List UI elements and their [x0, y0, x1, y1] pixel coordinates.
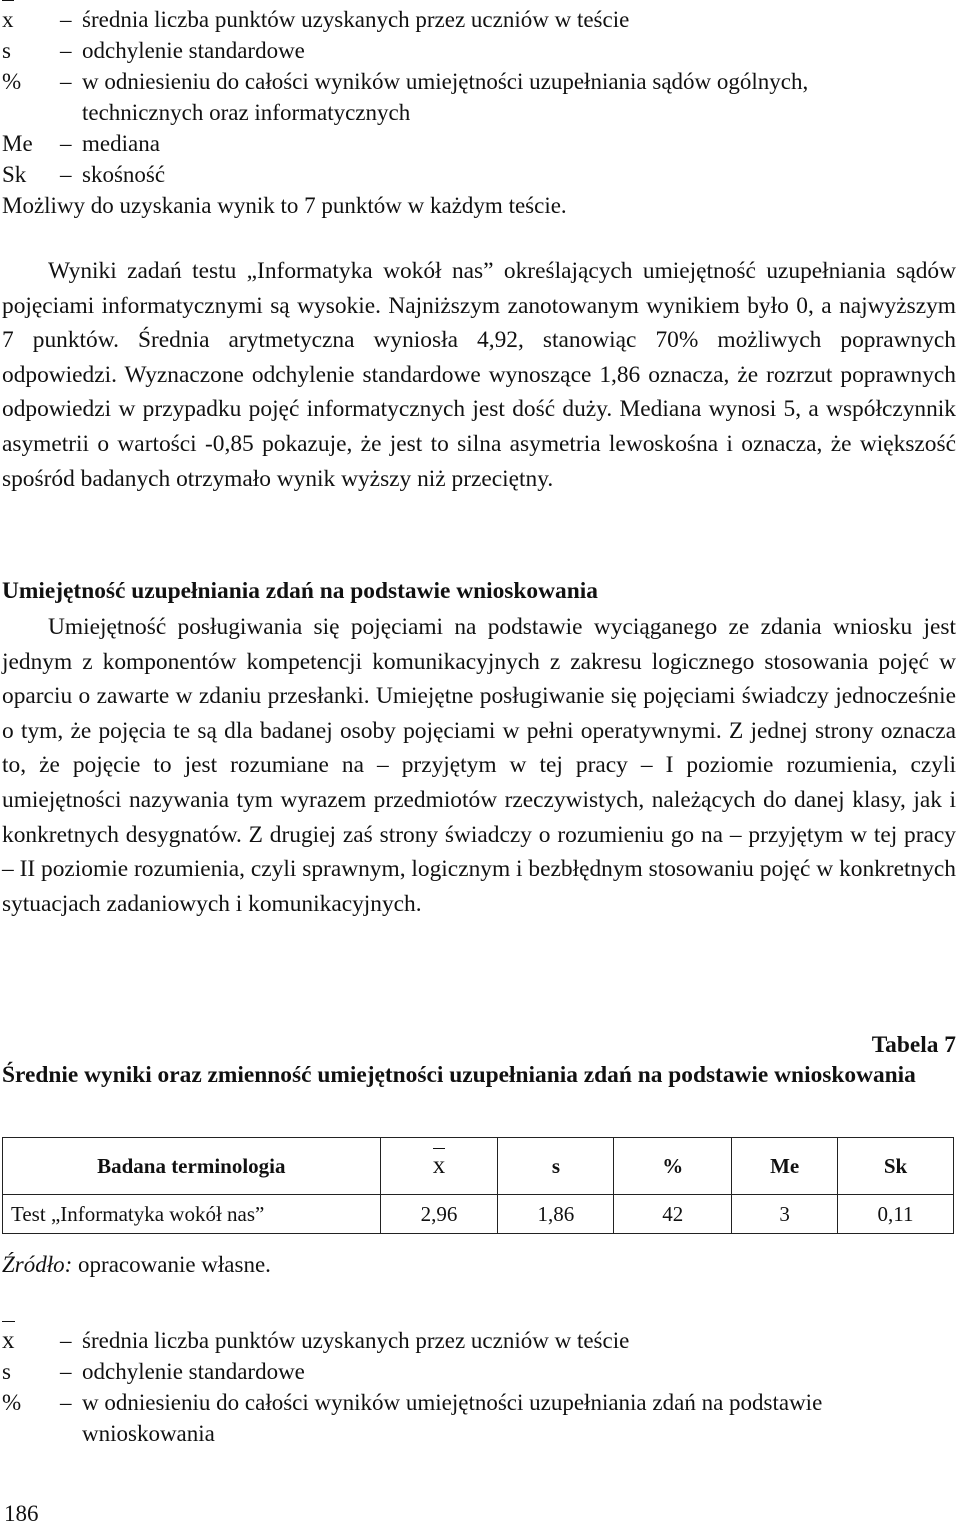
- header-skewness: Sk: [838, 1138, 954, 1195]
- legend-row: [2, 1387, 958, 1418]
- mean-symbol: x: [2, 4, 14, 35]
- legend-symbol: s: [2, 38, 11, 63]
- legend-continuation: technicznych oraz informatycznych: [82, 100, 411, 125]
- legend-desc: średnia liczba punktów uzyskanych przez uczniów w teście: [82, 7, 630, 32]
- legend-symbol: %: [2, 69, 22, 94]
- results-paragraph: Wyniki zadań testu „Informatyka wokół nas” określających umiejętność uzupełniania sądów pojęciami informatycznymi są wysokie. Najniższym zanotowanym wynikiem było 0, a najwyższym 7 punktów. Średnia arytmetyczna wyniosła 4,92, stanowiąc 70% możliwych poprawnych odpowiedzi. Wyznaczone odchylenie standardowe wynoszące 1,86 oznacza, że rozrzut poprawnych odpowiedzi w przypadku pojęć informatycznych jest dość duży. Mediana wynosi 5, a współczynnik asymetrii o wartości -0,85 pokazuje, że jest to silna asymetria lewoskośna i oznacza, że większość spośród badanych otrzymało wynik wyższy niż przeciętny.: [2, 258, 956, 492]
- cell-skewness: 0,11: [838, 1195, 954, 1234]
- legend-desc: w odniesieniu do całości wyników umiejętności uzupełniania zdań na podstawie: [82, 1390, 823, 1415]
- legend-dash: –: [60, 69, 72, 94]
- legend-dash: –: [60, 1359, 72, 1384]
- legend-desc: odchylenie standardowe: [82, 38, 305, 63]
- cell-sd: 1,86: [498, 1195, 614, 1234]
- table-number: Tabela 7: [871, 1032, 956, 1058]
- legend-desc: skośność: [82, 162, 166, 187]
- header-median: Me: [732, 1138, 838, 1195]
- header-terminology: Badana terminologia: [3, 1138, 381, 1195]
- section-heading: Umiejętność uzupełniania zdań na podstawie wnioskowania: [2, 578, 598, 604]
- cell-test-name: Test „Informatyka wokół nas”: [3, 1195, 381, 1234]
- legend-symbol: s: [2, 1359, 11, 1384]
- legend-row: [2, 4, 958, 35]
- cell-percent: 42: [614, 1195, 732, 1234]
- cell-median: 3: [732, 1195, 838, 1234]
- legend-desc: odchylenie standardowe: [82, 1359, 305, 1384]
- legend-row: [2, 35, 958, 66]
- legend-continuation: wnioskowania: [82, 1421, 215, 1446]
- legend-symbol: Me: [2, 131, 33, 156]
- legend-dash: –: [60, 162, 72, 187]
- legend-row: [2, 1356, 958, 1387]
- header-sd: s: [498, 1138, 614, 1195]
- legend-dash: –: [60, 1390, 72, 1415]
- legend-note: Możliwy do uzyskania wynik to 7 punktów w każdym teście.: [2, 193, 567, 218]
- source-text: opracowanie własne.: [72, 1252, 271, 1277]
- legend-dash: –: [60, 7, 72, 32]
- legend-top: [2, 4, 958, 221]
- inference-paragraph: Umiejętność posługiwania się pojęciami na podstawie wyciąganego ze zdania wniosku jest jednym z komponentów kompetencji komunikacyjnych z zakresu logicznego stosowania pojęć w oparciu o zawarte w zdaniu przesłanki. Umiejętne posługiwanie się pojęciami świadczy jednocześnie o tym, że pojęcia te są dla badanej osoby pojęciami w pełni operatywnymi. Z jednej strony oznacza to, że pojęcie to jest rozumiane na – przyjętym w tej pracy – I poziomie rozumienia, czyli umiejętności nazywania tym wyrazem przedmiotów rzeczywistych, należących do danej klasy, jak i konkretnych desygnatów. Z drugiej zaś strony świadczy o rozumieniu go na – przyjętym w tej pracy – II poziomie rozumienia, czyli sprawnym, logicznym i bezbłędnym stosowaniu pojęć w konkretnych sytuacjach zadaniowych i komunikacyjnych.: [2, 614, 956, 917]
- legend-desc: średnia liczba punktów uzyskanych przez uczniów w teście: [82, 1328, 630, 1353]
- legend-row: [2, 66, 958, 97]
- cell-mean: 2,96: [380, 1195, 498, 1234]
- legend-symbol: Sk: [2, 162, 27, 187]
- legend-dash: –: [60, 131, 72, 156]
- legend-desc: w odniesieniu do całości wyników umiejętności uzupełniania sądów ogólnych,: [82, 69, 809, 94]
- table-header-row: [3, 1138, 954, 1195]
- results-table: [2, 1137, 954, 1234]
- legend-dash: –: [60, 38, 72, 63]
- header-percent: %: [614, 1138, 732, 1195]
- legend-row: [2, 159, 958, 190]
- table-source: [2, 1248, 271, 1282]
- legend-dash: –: [60, 1328, 72, 1353]
- legend-row: [2, 128, 958, 159]
- legend-symbol: %: [2, 1390, 22, 1415]
- legend-row: [2, 1325, 958, 1356]
- source-label: Źródło:: [2, 1252, 73, 1277]
- header-mean: x: [380, 1138, 498, 1195]
- table-title: Średnie wyniki oraz zmienność umiejętności uzupełniania zdań na podstawie wnioskowania: [2, 1062, 916, 1088]
- mean-symbol: x: [2, 1327, 15, 1354]
- legend-bottom: [2, 1325, 958, 1449]
- table-row: [3, 1195, 954, 1234]
- page-number: 186: [4, 1501, 39, 1526]
- legend-desc: mediana: [82, 131, 160, 156]
